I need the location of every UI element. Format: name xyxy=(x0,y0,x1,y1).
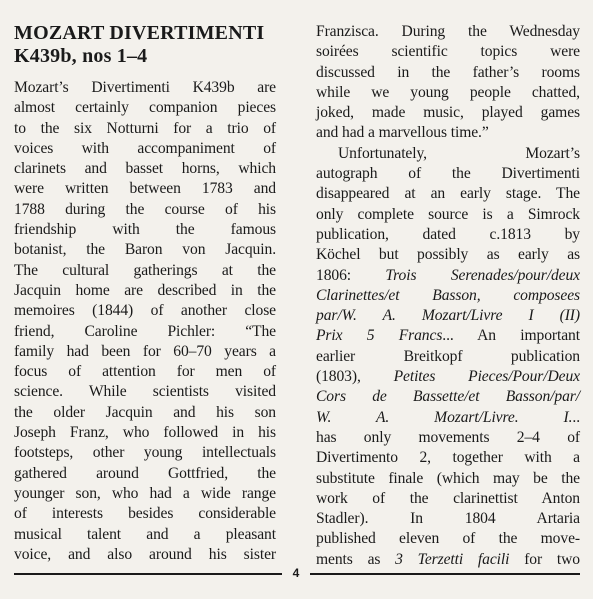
text-line: footsteps, other young intellectuals xyxy=(14,444,276,462)
text-line: Franzisca. During the Wednesday xyxy=(316,23,580,40)
text-line: of interests besides considerable xyxy=(14,505,276,523)
text-line: joked, made music, played games xyxy=(316,104,580,122)
title-line-2: K439b, nos 1–4 xyxy=(14,45,148,67)
text-line: musical talent and a pleasant xyxy=(14,525,276,543)
left-column xyxy=(14,22,276,565)
text-line: Mozart’s Divertimenti K439b are xyxy=(14,79,276,96)
text-line xyxy=(316,286,580,306)
italic-title: Trois Serenades/pour/deux xyxy=(385,266,580,284)
text-line xyxy=(316,266,580,286)
text-line: while we young people chatted, xyxy=(316,83,580,101)
text-line: published eleven of the move- xyxy=(316,530,580,548)
left-body-text xyxy=(14,78,276,565)
text-line: autograph of the Divertimenti xyxy=(316,165,580,183)
text-line: work of the clarinettist Anton xyxy=(316,489,580,507)
footer-rule-right xyxy=(310,573,580,575)
text-line: were written between 1783 and xyxy=(14,180,276,198)
italic-title: Petites Pieces/Pour/Deux xyxy=(393,368,580,386)
text-line: gathered around Gottfried, the xyxy=(14,464,276,482)
text-line: focus of attention for men of xyxy=(14,363,276,381)
italic-title: par/W. A. Mozart/Livre I (II) xyxy=(316,307,580,325)
text-line: disappeared at an early stage. The xyxy=(316,185,580,203)
italic-title: Clarinettes/et Basson, composees xyxy=(316,286,580,304)
text-line: substitute finale (which may be the xyxy=(316,469,580,487)
title-line-1: MOZART DIVERTIMENTI xyxy=(14,22,265,44)
text-line: science. While scientists visited xyxy=(14,383,276,401)
text-line xyxy=(316,550,580,570)
text-run: .. xyxy=(572,408,580,426)
text-line xyxy=(316,408,580,428)
text-run: ... An important xyxy=(442,327,580,345)
text-line: Unfortunately, Mozart’s xyxy=(338,144,580,162)
text-line: has only movements 2–4 of xyxy=(316,428,580,446)
text-run: for two xyxy=(509,550,580,568)
text-line: Stadler). In 1804 Artaria xyxy=(316,510,580,528)
text-line: memoires (1844) of another close xyxy=(14,302,276,320)
italic-title: Cors de Bassette/et Basson/par/ xyxy=(316,388,580,406)
text-line: discussed in the father’s rooms xyxy=(316,63,580,81)
text-line: to the six Notturni for a trio of xyxy=(14,119,276,137)
text-run: ments as xyxy=(316,550,396,568)
text-line: younger son, who had a wide range xyxy=(14,484,276,502)
text-line xyxy=(316,326,580,346)
text-line: clarinets and basset horns, which xyxy=(14,160,276,178)
article-title xyxy=(14,22,276,68)
right-column xyxy=(316,22,580,570)
footer-rule-left xyxy=(14,573,282,575)
page-number: 4 xyxy=(292,566,300,580)
text-line: friend, Caroline Pichler: “The xyxy=(14,322,276,340)
text-line: the older Jacquin and his son xyxy=(14,403,276,421)
text-line: Jacquin home are described in the xyxy=(14,281,276,299)
text-line: botanist, the Baron von Jacquin. xyxy=(14,241,276,259)
italic-title: 3 Terzetti facili xyxy=(395,550,510,568)
text-line: The cultural gatherings at the xyxy=(14,261,276,279)
text-run: 1806: xyxy=(316,266,386,284)
text-line: soirées scientific topics were xyxy=(316,43,580,61)
text-line: voice, and also around his sister xyxy=(14,545,276,563)
text-line: only complete source is a Simrock xyxy=(316,205,580,223)
text-line: earlier Breitkopf publication xyxy=(316,347,580,365)
text-line: Divertimento 2, together with a xyxy=(316,449,580,467)
text-line: and had a marvellous time.” xyxy=(316,124,489,142)
text-line: almost certainly companion pieces xyxy=(14,99,276,117)
page-footer xyxy=(14,568,580,582)
text-line xyxy=(316,306,580,326)
text-line: Köchel but possibly as early as xyxy=(316,246,580,264)
text-line: family had been for 60–70 years a xyxy=(14,342,276,360)
text-line: Joseph Franz, who followed in his xyxy=(14,424,276,442)
italic-title: W. A. Mozart/Livre. I. xyxy=(316,408,573,426)
text-line: publication, dated c.1813 by xyxy=(316,225,580,243)
text-line: friendship with the famous xyxy=(14,221,276,239)
text-run: (1803), xyxy=(316,368,394,386)
text-line xyxy=(316,387,580,407)
text-line xyxy=(316,367,580,387)
text-line: 1788 during the course of his xyxy=(14,200,276,218)
italic-title: Prix 5 Francs xyxy=(316,327,443,345)
text-line: voices with accompaniment of xyxy=(14,139,276,157)
